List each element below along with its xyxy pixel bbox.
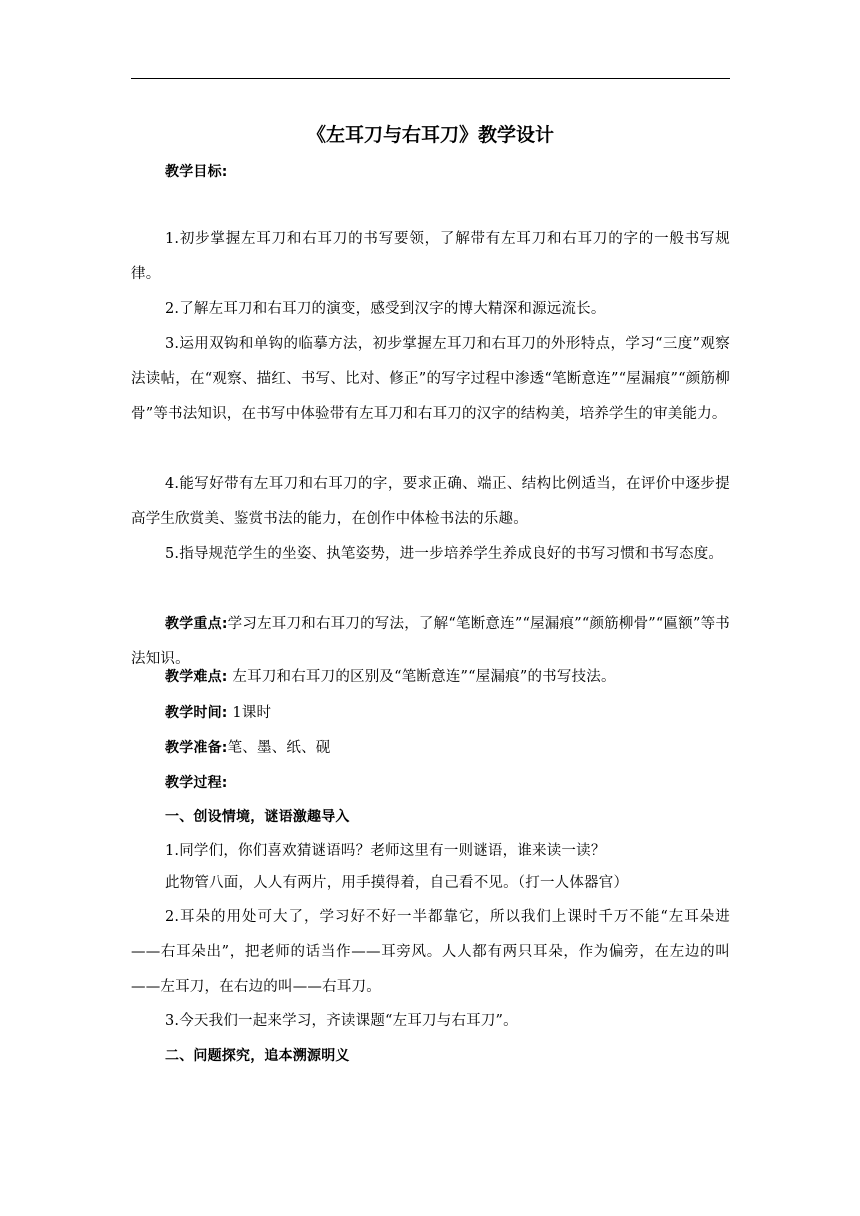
objective-3: 3.运用双钩和单钩的临摹方法，初步掌握左耳刀和右耳刀的外形特点，学习“三度”观察法读帖，在“观察、描红、书写、比对、修正”的写字过程中渗透“笔断意连”“屋漏痕”“颜筋柳骨”等书法知识，在书写中体验带有左耳刀和右耳刀的汉字的结构美，培养学生的审美能力。: [131, 336, 730, 422]
difficulty-paragraph: [131, 660, 730, 695]
section-1-item-3: 3.今天我们一起来学习，齐读课题“左耳刀与右耳刀”。: [165, 1013, 518, 1029]
key-point-text: 学习左耳刀和右耳刀的写法，了解“笔断意连”“屋漏痕”“颜筋柳骨”“匾额”等书法知识。: [131, 616, 730, 667]
objectives-heading: 教学目标:: [165, 164, 228, 180]
difficulty-text: 左耳刀和右耳刀的区别及“笔断意连”“屋漏痕”的书写技法。: [227, 669, 616, 685]
document-title: 《左耳刀与右耳刀》教学设计: [306, 124, 554, 146]
time-label: 教学时间:: [165, 705, 228, 721]
section-1-item-2: 2.耳朵的用处可大了，学习好不好一半都靠它，所以我们上课时千万不能“左耳朵进——右耳朵出”，把老师的话当作——耳旁风。人人都有两只耳朵，作为偏旁，在左边的叫——左耳刀，在右边的叫——右耳刀。: [131, 909, 730, 995]
section-2-heading: 二、问题探究，追本溯源明义: [165, 1048, 350, 1064]
objective-5: 5.指导规范学生的坐姿、执笔姿势，进一步培养学生养成良好的书写习惯和书写态度。: [165, 546, 724, 562]
time-text: 1课时: [227, 705, 272, 721]
prep-paragraph: [131, 731, 730, 766]
section-1-item-1: 1.同学们，你们喜欢猜谜语吗？老师这里有一则谜语，谁来读一读？: [165, 843, 606, 859]
prep-text: 笔、墨、纸、砚: [227, 740, 331, 756]
process-heading: 教学过程:: [165, 775, 228, 791]
difficulty-label: 教学难点:: [165, 669, 228, 685]
objective-1: 1.初步掌握左耳刀和右耳刀的书写要领，了解带有左耳刀和右耳刀的字的一般书写规律。: [131, 231, 730, 282]
objective-2: 2.了解左耳刀和右耳刀的演变，感受到汉字的博大精深和源远流长。: [165, 301, 606, 317]
section-1-riddle: 此物管八面，人人有两片，用手摸得着，自己看不见。（打一人体器官）: [165, 875, 629, 891]
key-point-label: 教学重点:: [165, 616, 228, 632]
prep-label: 教学准备:: [165, 740, 228, 756]
document-page: [131, 0, 730, 1216]
header-rule: [131, 78, 730, 79]
time-paragraph: [131, 696, 730, 731]
objective-4: 4.能写好带有左耳刀和右耳刀的字，要求正确、端正、结构比例适当，在评价中逐步提高学生欣赏美、鉴赏书法的能力，在创作中体检书法的乐趣。: [131, 476, 730, 527]
section-1-heading: 一、创设情境，谜语激趣导入: [165, 809, 350, 825]
